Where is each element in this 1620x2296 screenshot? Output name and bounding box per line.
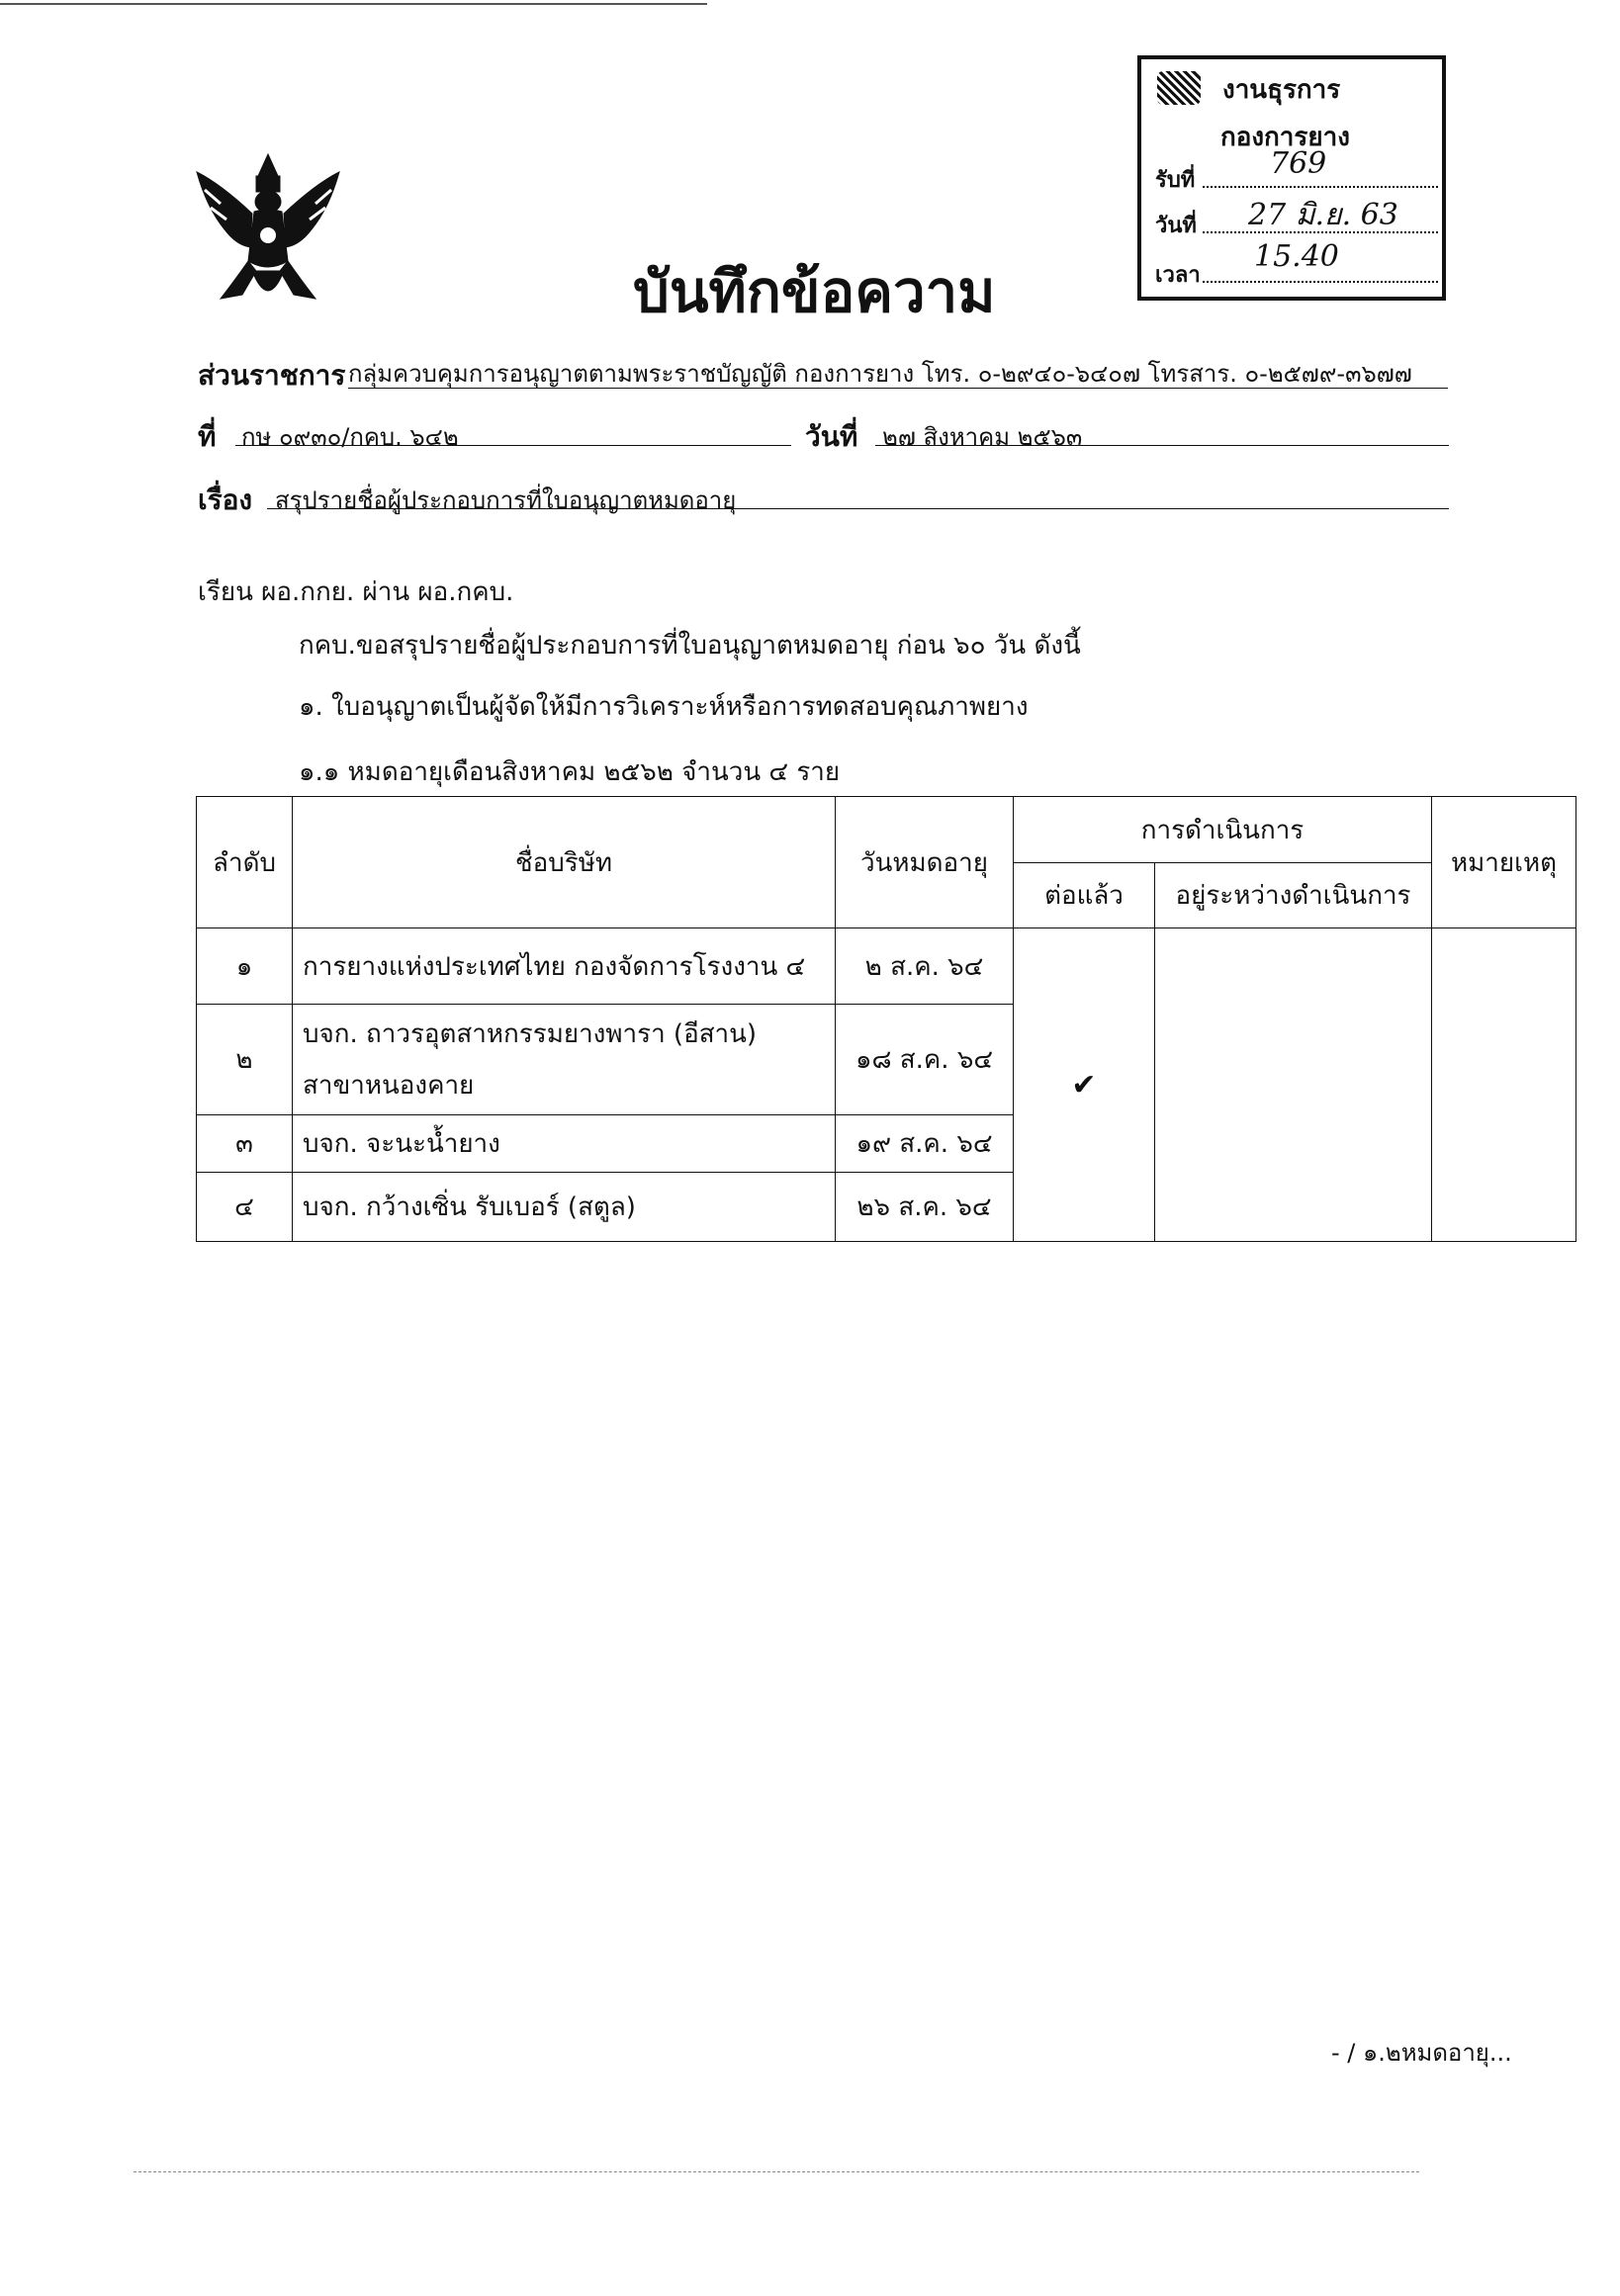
- salutation: เรียน ผอ.กกย. ผ่าน ผอ.กคบ.: [198, 577, 514, 607]
- stamp-date-value: 27 มิ.ย. 63: [1248, 198, 1398, 232]
- row-seq: ๒: [197, 1005, 293, 1115]
- stamp-line-1: งานธุรการ: [1222, 75, 1341, 105]
- row-company-line: สาขาหนองคาย: [303, 1070, 475, 1101]
- header-renewed: ต่อแล้ว: [1014, 863, 1155, 928]
- stamp-time-value: 15.40: [1254, 239, 1339, 274]
- row-seq: ๔: [197, 1173, 293, 1242]
- in-progress-cell: [1155, 928, 1432, 1242]
- row-company-line: บจก. จะนะน้ำยาง: [303, 1129, 500, 1159]
- row-seq: ๑: [197, 928, 293, 1005]
- table-row: [197, 928, 1576, 1005]
- stamp-receive-number: 769: [1270, 146, 1327, 181]
- header-in-progress: อยู่ระหว่างดำเนินการ: [1155, 863, 1432, 928]
- header-expiry: วันหมดอายุ: [836, 797, 1014, 928]
- stamp-receive-label: รับที่: [1155, 168, 1196, 193]
- row-company-line: บจก. ถาวรอุตสาหกรรมยางพารา (อีสาน): [303, 1018, 758, 1049]
- body-item-1-1: ๑.๑ หมดอายุเดือนสิงหาคม ๒๕๖๒ จำนวน ๔ ราย: [299, 757, 841, 787]
- top-edge-rule: [0, 3, 707, 5]
- bottom-scan-rule: [134, 2171, 1419, 2172]
- row-expiry: ๒ ส.ค. ๖๔: [836, 928, 1014, 1005]
- table-header-row: [197, 797, 1576, 863]
- ref-label: ที่: [198, 420, 217, 453]
- dept-label: ส่วนราชการ: [198, 359, 346, 392]
- receipt-stamp: [1137, 55, 1446, 301]
- row-company-line: การยางแห่งประเทศไทย กองจัดการโรงงาน ๔: [303, 951, 806, 982]
- row-seq: ๓: [197, 1115, 293, 1173]
- row-company: [293, 1005, 836, 1115]
- continuation-note: - / ๑.๒หมดอายุ...: [1331, 2039, 1512, 2067]
- row-expiry: ๑๘ ส.ค. ๖๔: [836, 1005, 1014, 1115]
- date-value: ๒๗ สิงหาคม ๒๕๖๓: [882, 423, 1083, 451]
- row-company-line: บจก. กว้างเซิ่น รับเบอร์ (สตูล): [303, 1192, 636, 1222]
- stamp-line-2: กองการยาง: [1220, 123, 1350, 152]
- row-company: [293, 1115, 836, 1173]
- memo-title: บันทึกข้อความ: [633, 258, 996, 325]
- stamp-logo-icon: [1157, 71, 1201, 105]
- date-label: วันที่: [805, 420, 858, 453]
- header-company: ชื่อบริษัท: [293, 797, 836, 928]
- dept-value: กลุ่มควบคุมการอนุญาตตามพระราชบัญญัติ กองการยาง โทร. ๐-๒๙๔๐-๖๔๐๗ โทรสาร. ๐-๒๕๗๙-๓๖๗๗: [348, 360, 1412, 388]
- subject-value: สรุปรายชื่อผู้ประกอบการที่ใบอนุญาตหมดอายุ: [275, 486, 737, 514]
- remarks-cell: [1432, 928, 1576, 1242]
- ref-value: กษ ๐๙๓๐/กคบ. ๖๔๒: [241, 423, 459, 451]
- renewed-cell: [1014, 928, 1155, 1242]
- header-action: การดำเนินการ: [1014, 797, 1432, 863]
- subject-label: เรื่อง: [198, 484, 253, 516]
- header-remarks: หมายเหตุ: [1432, 797, 1576, 928]
- row-company: [293, 1173, 836, 1242]
- row-company: [293, 928, 836, 1005]
- license-expiry-table: [196, 796, 1576, 1242]
- row-expiry: ๒๖ ส.ค. ๖๔: [836, 1173, 1014, 1242]
- stamp-time-label: เวลา: [1155, 263, 1201, 288]
- stamp-date-label: วันที่: [1155, 214, 1197, 238]
- header-seq: ลำดับ: [197, 797, 293, 928]
- body-item-1: ๑. ใบอนุญาตเป็นผู้จัดให้มีการวิเคราะห์หรือการทดสอบคุณภาพยาง: [299, 692, 1029, 722]
- body-paragraph-1: กคบ.ขอสรุปรายชื่อผู้ประกอบการที่ใบอนุญาตหมดอายุ ก่อน ๖๐ วัน ดังนี้: [299, 631, 1081, 661]
- check-mark-icon: ✔: [1071, 1067, 1097, 1103]
- garuda-emblem-icon: [193, 150, 343, 310]
- row-expiry: ๑๙ ส.ค. ๖๔: [836, 1115, 1014, 1173]
